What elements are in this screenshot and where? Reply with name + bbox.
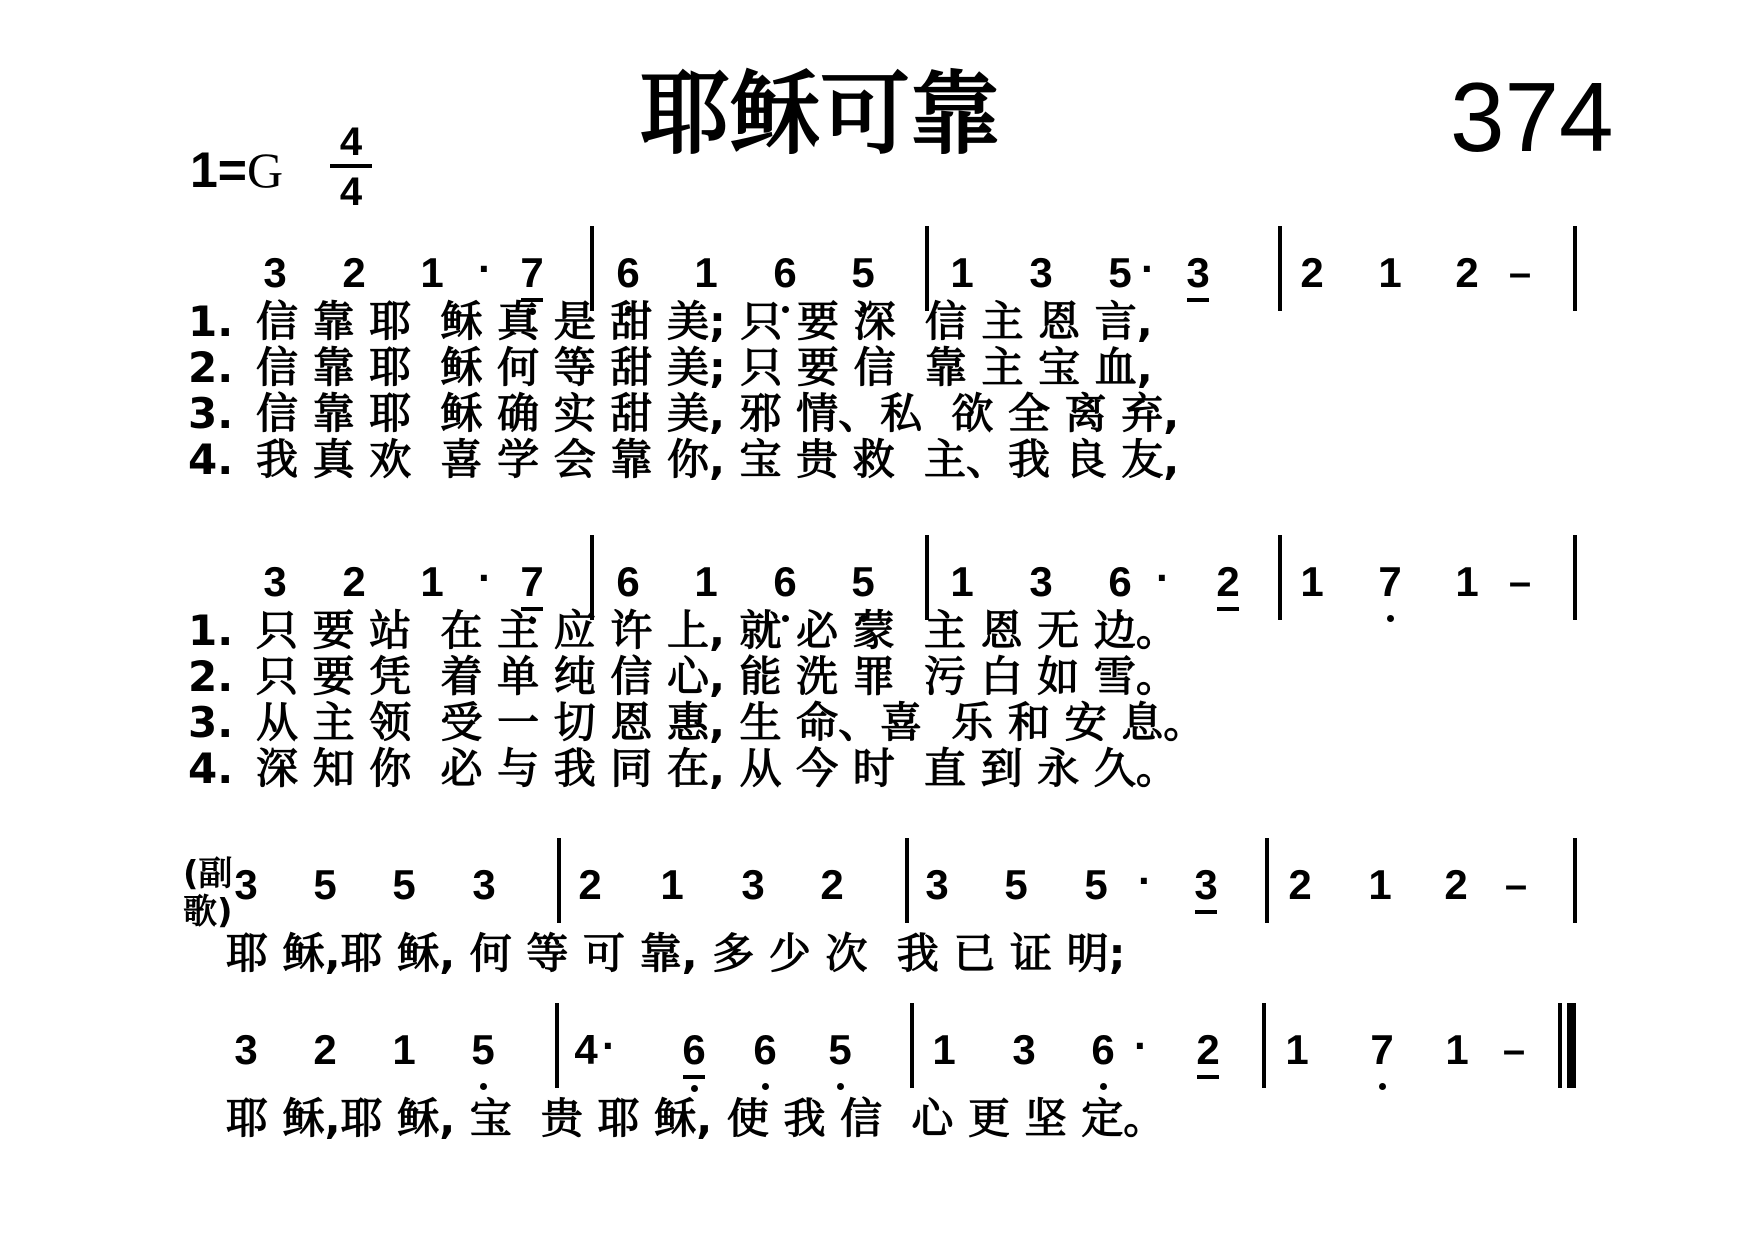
key-prefix: 1=	[190, 142, 248, 198]
note: 5	[1084, 861, 1108, 908]
augmentation-dot: ·	[1138, 857, 1152, 904]
note: 6	[605, 248, 651, 298]
note: 2	[578, 861, 602, 908]
note: 1	[694, 249, 718, 296]
bar-line	[1573, 838, 1577, 923]
note: 3	[925, 861, 949, 908]
note: 5	[392, 861, 416, 908]
note: 6	[671, 1025, 717, 1075]
note: 1	[392, 1026, 416, 1073]
chorus-lyric-2: 耶 稣,耶 稣, 宝 贵 耶 稣, 使 我 信 心 更 坚 定。	[226, 1094, 1166, 1143]
note-extension: –	[1502, 1028, 1526, 1072]
bar-line	[557, 838, 561, 923]
note-extension: –	[1504, 863, 1528, 907]
verse-text: 深 知 你 必 与 我 同 在, 从 今 时 直 到 永 久。	[256, 744, 1178, 793]
note: 2	[313, 1026, 337, 1073]
note: 5	[1108, 249, 1132, 296]
verse-text: 信 靠 耶 稣 何 等 甜 美; 只 要 信 靠 主 宝 血,	[256, 343, 1153, 392]
final-bar-line	[1558, 1003, 1562, 1088]
note: 1	[694, 558, 718, 605]
note: 4	[574, 1026, 598, 1073]
bar-line	[1278, 535, 1282, 620]
note: 1	[420, 249, 444, 296]
note: 3	[1012, 1026, 1036, 1073]
note: 3	[234, 861, 258, 908]
note: 5	[817, 1025, 863, 1075]
note: 5	[1004, 861, 1028, 908]
note: 2	[820, 861, 844, 908]
verse-line	[188, 390, 1179, 438]
low-octave-dot	[691, 1085, 698, 1092]
note: 2	[1288, 861, 1312, 908]
note: 2	[342, 558, 366, 605]
verse-text: 信 靠 耶 稣 真 是 甜 美; 只 要 深 信 主 恩 言,	[256, 297, 1153, 346]
note: 1	[1445, 1026, 1469, 1073]
verse-line	[188, 607, 1178, 655]
augmentation-dot: ·	[1141, 245, 1155, 292]
low-octave-dot	[837, 1083, 844, 1090]
time-signature	[330, 122, 372, 212]
note: 3	[234, 1026, 258, 1073]
note: 7	[509, 557, 555, 607]
key-note: G	[247, 142, 284, 198]
note: 1	[1378, 249, 1402, 296]
note: 1	[1455, 558, 1479, 605]
verse-line	[188, 653, 1178, 701]
eighth-underline	[1195, 910, 1217, 914]
note: 7	[1359, 1025, 1405, 1075]
bar-line	[1573, 535, 1577, 620]
note: 1	[950, 249, 974, 296]
note: 3	[1029, 558, 1053, 605]
note: 5	[840, 248, 886, 298]
augmentation-dot: ·	[478, 554, 492, 601]
note: 3	[741, 861, 765, 908]
note: 3	[1029, 249, 1053, 296]
key-signature	[190, 140, 283, 200]
note: 3	[472, 861, 496, 908]
note: 2	[1444, 861, 1468, 908]
verse-text: 信 靠 耶 稣 确 实 甜 美, 邪 情、私 欲 全 离 弃,	[256, 389, 1180, 438]
note: 5	[840, 557, 886, 607]
time-signature-line	[330, 164, 372, 168]
verse-line	[188, 298, 1153, 346]
chorus-label: (副歌)	[183, 854, 233, 932]
verse-number: 2.	[188, 652, 234, 701]
note: 6	[1080, 1025, 1126, 1075]
augmentation-dot: ·	[602, 1022, 616, 1069]
note: 1	[932, 1026, 956, 1073]
note: 3	[1183, 860, 1229, 910]
note: 3	[1175, 248, 1221, 298]
time-signature-top: 4	[339, 120, 363, 164]
verse-number: 3.	[188, 389, 234, 438]
note: 1	[1300, 558, 1324, 605]
note: 2	[1300, 249, 1324, 296]
bar-line	[1262, 1003, 1266, 1088]
low-octave-dot	[1387, 615, 1394, 622]
note: 6	[742, 1025, 788, 1075]
verse-line	[188, 699, 1205, 747]
note: 7	[1367, 557, 1413, 607]
note: 1	[1285, 1026, 1309, 1073]
note: 6	[605, 557, 651, 607]
verse-number: 4.	[188, 435, 234, 484]
note: 3	[263, 558, 287, 605]
time-signature-bottom: 4	[339, 170, 363, 214]
bar-line	[1573, 226, 1577, 311]
eighth-underline	[1217, 607, 1239, 611]
bar-line	[905, 838, 909, 923]
low-octave-dot	[480, 1083, 487, 1090]
note: 1	[950, 558, 974, 605]
bar-line	[910, 1003, 914, 1088]
eighth-underline	[1187, 298, 1209, 302]
final-bar-line	[1567, 1003, 1576, 1088]
augmentation-dot: ·	[1156, 554, 1170, 601]
note: 5	[313, 861, 337, 908]
verse-line	[188, 745, 1178, 793]
note: 1	[1368, 861, 1392, 908]
verse-number: 4.	[188, 744, 234, 793]
verse-text: 只 要 站 在 主 应 许 上, 就 必 蒙 主 恩 无 边。	[256, 606, 1178, 655]
note: 6	[1097, 557, 1143, 607]
verse-line	[188, 344, 1153, 392]
note: 2	[1455, 249, 1479, 296]
augmentation-dot: ·	[1134, 1022, 1148, 1069]
verse-line	[188, 436, 1179, 484]
augmentation-dot: ·	[478, 245, 492, 292]
note: 2	[342, 249, 366, 296]
verse-number: 3.	[188, 698, 234, 747]
verse-number: 1.	[188, 606, 234, 655]
note: 2	[1205, 557, 1251, 607]
note-extension: –	[1508, 560, 1532, 604]
verse-number: 1.	[188, 297, 234, 346]
hymn-number: 374	[1450, 62, 1614, 172]
eighth-underline	[1197, 1075, 1219, 1079]
note: 5	[460, 1025, 506, 1075]
note-extension: –	[1508, 251, 1532, 295]
low-octave-dot	[1100, 1083, 1107, 1090]
verse-text: 我 真 欢 喜 学 会 靠 你, 宝 贵 救 主、我 良 友,	[256, 435, 1180, 484]
bar-line	[1278, 226, 1282, 311]
note: 1	[420, 558, 444, 605]
verse-text: 只 要 凭 着 单 纯 信 心, 能 洗 罪 污 白 如 雪。	[256, 652, 1178, 701]
note: 1	[660, 861, 684, 908]
low-octave-dot	[762, 1083, 769, 1090]
eighth-underline	[683, 1075, 705, 1079]
note: 7	[509, 248, 555, 298]
verse-number: 2.	[188, 343, 234, 392]
note: 3	[263, 249, 287, 296]
verse-text: 从 主 领 受 一 切 恩 惠, 生 命、喜 乐 和 安 息。	[256, 698, 1206, 747]
note: 6	[762, 557, 808, 607]
bar-line	[1265, 838, 1269, 923]
note: 2	[1185, 1025, 1231, 1075]
low-octave-dot	[1379, 1083, 1386, 1090]
hymn-title: 耶稣可靠	[640, 62, 1000, 167]
note: 6	[762, 248, 808, 298]
chorus-lyric-1: 耶 稣,耶 稣, 何 等 可 靠, 多 少 次 我 已 证 明;	[226, 929, 1126, 978]
bar-line	[555, 1003, 559, 1088]
